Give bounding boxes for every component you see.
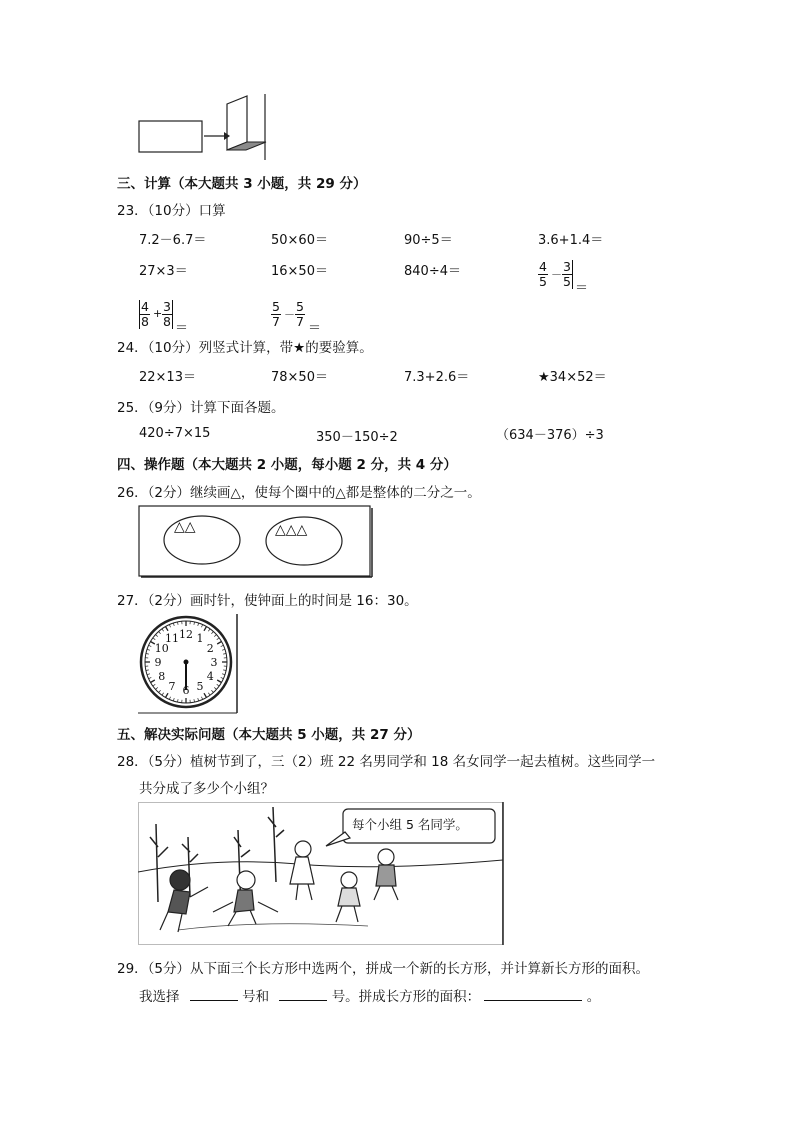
q25-title: 25．（9分）计算下面各题。 bbox=[117, 400, 285, 416]
clock-numeral: 10 bbox=[154, 642, 169, 655]
clock-numeral: 9 bbox=[154, 656, 162, 669]
q25-item-2: 350－150÷2 bbox=[316, 430, 398, 445]
left-oval-triangles: △△ bbox=[174, 519, 196, 535]
answer-blank-2[interactable] bbox=[279, 1000, 327, 1001]
q28-line-1: 28．（5分）植树节到了，三（2）班 22 名男同学和 18 名女同学一起去植树。这些同学一 bbox=[117, 754, 656, 770]
q23-item-1: 7.2－6.7＝ bbox=[139, 233, 207, 248]
q26-title: 26．（2分）继续画△，使每个圈中的△都是整体的二分之一。 bbox=[117, 485, 481, 501]
q23-item-4: 3.6+1.4＝ bbox=[538, 233, 604, 248]
q24-item-1: 22×13＝ bbox=[139, 370, 196, 385]
q23-item-3: 90÷5＝ bbox=[404, 233, 453, 248]
q24-item-4: ★34×52＝ bbox=[538, 370, 607, 385]
clock-numeral: 5 bbox=[196, 680, 204, 694]
q29-and-label: 号和 bbox=[242, 989, 270, 1005]
q24-item-2: 78×50＝ bbox=[271, 370, 328, 385]
q28-line-2: 共分成了多少个小组？ bbox=[139, 781, 274, 797]
clock-center bbox=[184, 660, 189, 665]
answer-blank-1[interactable] bbox=[190, 1000, 238, 1001]
q23-item-7: 840÷4＝ bbox=[404, 264, 461, 279]
q23-title: 23．（10分）口算 bbox=[117, 203, 226, 219]
q23-item-5: 27×3＝ bbox=[139, 264, 188, 279]
clock-numeral: 8 bbox=[158, 670, 166, 683]
q27-title: 27．（2分）画时针，使钟面上的时间是 16：30。 bbox=[117, 593, 418, 609]
clock-numeral: 7 bbox=[168, 680, 176, 694]
clock-numeral: 6 bbox=[182, 684, 190, 697]
answer-blank-area[interactable] bbox=[484, 1000, 582, 1001]
q23-item-6: 16×50＝ bbox=[271, 264, 328, 279]
q25-item-3: （634－376）÷3 bbox=[496, 428, 604, 443]
q23-item-2: 50×60＝ bbox=[271, 233, 328, 248]
q29-end: 。 bbox=[586, 989, 601, 1005]
q26-ovals-figure bbox=[138, 505, 374, 578]
q25-item-1: 420÷7×15 bbox=[139, 426, 211, 441]
q29-line-1: 29．（5分）从下面三个长方形中选两个，拼成一个新的长方形，并计算新长方形的面积。 bbox=[117, 961, 650, 977]
q29-choose-label: 我选择 bbox=[139, 989, 180, 1005]
section-3-heading: 三、计算（本大题共 3 小题，共 29 分） bbox=[117, 176, 367, 192]
q29-area-label: 号。拼成长方形的面积： bbox=[331, 989, 481, 1005]
clock-numeral: 1 bbox=[196, 631, 204, 645]
clock-numeral: 2 bbox=[206, 642, 214, 655]
clock-face bbox=[138, 612, 240, 714]
clock-numeral: 4 bbox=[206, 670, 214, 683]
clock-numeral: 11 bbox=[165, 631, 179, 645]
section-5-heading: 五、解决实际问题（本大题共 5 小题，共 27 分） bbox=[117, 727, 421, 743]
q24-item-3: 7.3+2.6＝ bbox=[404, 370, 470, 385]
right-oval-triangles: △△△ bbox=[275, 522, 308, 538]
clock-numeral: 12 bbox=[179, 628, 193, 641]
clock-numeral: 3 bbox=[210, 656, 218, 669]
speech-bubble-text: 每个小组 5 名同学。 bbox=[352, 817, 468, 832]
fold-figure bbox=[136, 94, 271, 164]
q29-answer-line bbox=[139, 985, 600, 1005]
section-4-heading: 四、操作题（本大题共 2 小题，每小题 2 分，共 4 分） bbox=[117, 457, 457, 473]
q24-title: 24．（10分）列竖式计算，带★的要验算。 bbox=[117, 340, 373, 356]
